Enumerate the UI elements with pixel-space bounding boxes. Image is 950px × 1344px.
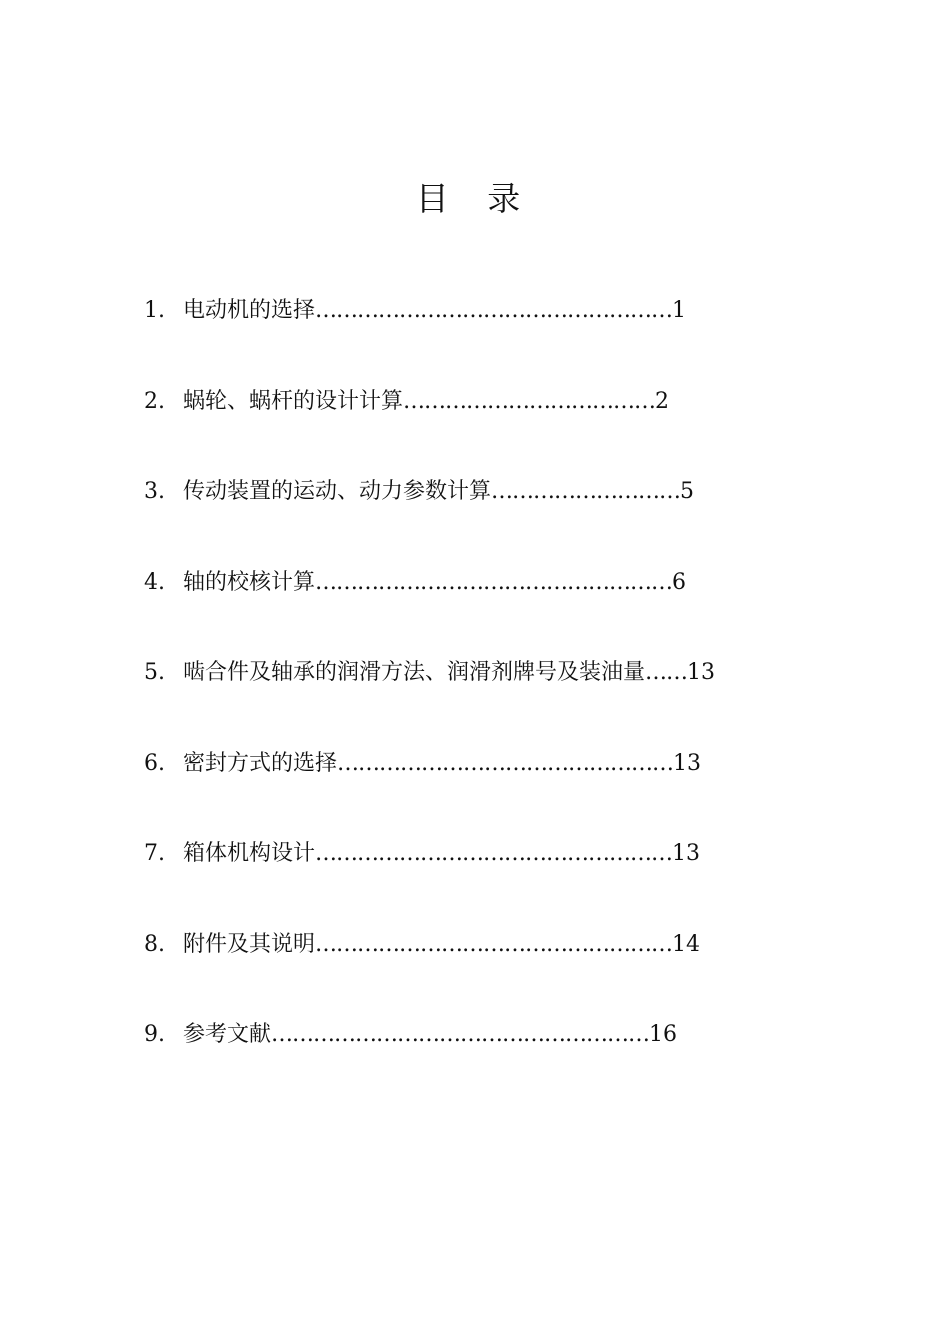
toc-leader-dots: …………………………………………… [315,569,673,595]
toc-entry-number: 5. [144,660,165,685]
toc-leader-dots: …… [645,660,688,685]
toc-entry-text: 啮合件及轴承的润滑方法、润滑剂牌号及装油量 [183,660,646,685]
toc-leader-dots: ……………………………… [403,388,656,414]
toc-entry-text: 参考文献 [183,1022,272,1047]
toc-entry-number: 9. [144,1022,165,1047]
toc-title: 目 录 [415,179,535,218]
toc-page-number: 2 [655,388,670,414]
toc-leader-dots: ………………………………………… [337,750,674,776]
toc-list [144,292,804,1107]
toc-page-number: 13 [672,841,701,866]
toc-entry [144,292,804,383]
toc-entry-number: 1. [144,298,165,323]
toc-leader-dots: …………………………………………… [315,931,673,957]
toc-entry-number: 4. [144,569,165,595]
toc-entry-text: 蜗轮、蜗杆的设计计算 [183,388,404,414]
toc-entry-text: 轴的校核计算 [183,569,316,595]
toc-entry [144,383,804,474]
toc-leader-dots: …………………………………………… [315,841,673,866]
toc-entry [144,564,804,655]
toc-page-number: 1 [672,298,687,323]
toc-entry [144,654,804,745]
toc-entry-number: 6. [144,750,165,776]
toc-leader-dots: ……………………………………………… [271,1022,650,1047]
toc-entry [144,1016,804,1107]
toc-entry-number: 7. [144,841,165,866]
toc-entry-number: 3. [144,479,165,504]
toc-entry-text: 附件及其说明 [183,931,316,957]
toc-page-number: 13 [687,660,716,685]
toc-page-number: 14 [672,931,701,957]
toc-entry [144,926,804,1017]
toc-entry [144,835,804,926]
toc-page-number: 13 [673,750,702,776]
toc-leader-dots: …………………………………………… [315,298,673,323]
toc-entry-text: 箱体机构设计 [183,841,316,866]
toc-entry-number: 2. [144,388,165,414]
toc-page-number: 5 [680,479,695,504]
toc-entry-text: 传动装置的运动、动力参数计算 [183,479,492,504]
toc-entry-number: 8. [144,931,165,957]
toc-entry-text: 密封方式的选择 [183,750,338,776]
toc-entry-text: 电动机的选择 [183,298,316,323]
toc-entry [144,473,804,564]
toc-leader-dots: ……………………… [491,479,681,504]
toc-page-number: 6 [672,569,687,595]
toc-page-number: 16 [649,1022,678,1047]
toc-entry [144,745,804,836]
